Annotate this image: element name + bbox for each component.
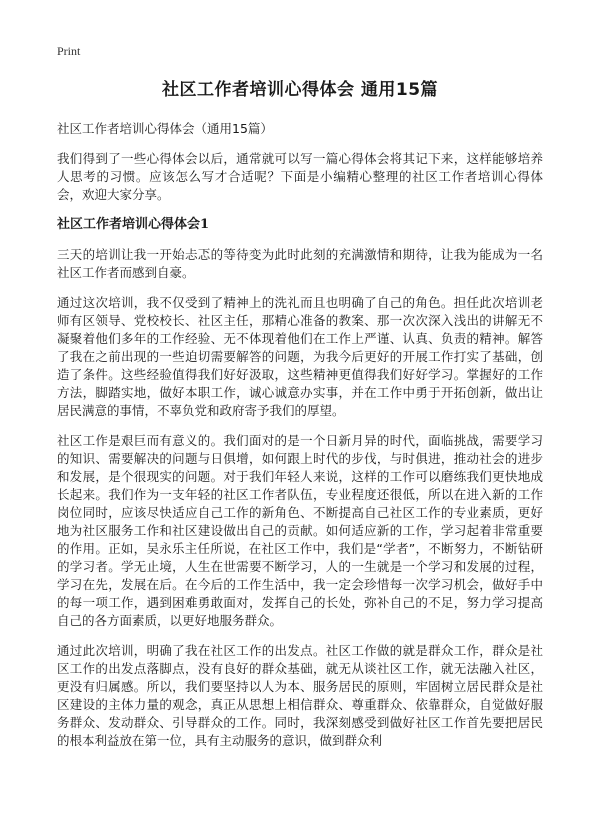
body-paragraph-3: 社区工作是艰巨而有意义的。我们面对的是一个日新月异的时代，面临挑战，需要学习的知识、需要解决的问题与日俱增，如何跟上时代的步伐，与时俱进，推动社会的进步和发展，是个很现实的问题。对于我们年轻人来说，这样的工作可以磨练我们更快地成长起来。我们作为一支年轻的社区工作者队伍，专业程度还很低，所以在进入新的工作岗位同时，应该尽快适应自己工作的新角色、不断提高自己社区工作的专业素质，更好地为社区服务工作和社区建设做出自己的贡献。如何适应新的工作，学习起着非常重要的作用。正如，吴永乐主任所说，在社区工作中，我们是“学者”，不断努力，不断钻研的学习者。学无止境，人生在世需要不断学习，人的一生就是一个学习和发展的过程，学习在先，发展在后。在今后的工作生活中，我一定会珍惜每一次学习机会，做好手中的每一项工作，遇到困难勇敢面对，发挥自己的长处，弥补自己的不足，努力学习提高自己的各方面素质，以更好地服务群众。 [57,433,543,628]
section-heading: 社区工作者培训心得体会1 [57,217,210,232]
document-subtitle: 社区工作者培训心得体会（通用15篇） [57,121,273,136]
body-paragraph-4: 通过此次培训，明确了我在社区工作的出发点。社区工作做的就是群众工作，群众是社区工作的出发点落脚点，没有良好的群众基础，就无从谈社区工作，就无法融入社区，更没有归属感。所以，我们要坚持以人为本、服务居民的原则，牢固树立居民群众是社区建设的主体力量的观念，真正从思想上相信群众、尊重群众、依靠群众，自觉做好服务群众、发动群众、引导群众的工作。同时，我深刻感受到做好社区工作首先要把居民的根本利益放在第一位，具有主动服务的意识，做到群众利 [57,643,543,748]
document-body [57,120,543,762]
print-link[interactable]: Print [57,44,81,58]
body-paragraph-2: 通过这次培训，我不仅受到了精神上的洗礼而且也明确了自己的角色。担任此次培训老师有区领导、党校校长、社区主任，那精心准备的教案、那一次次深入浅出的讲解无不凝聚着他们多年的工作经验、无不体现着他们在工作上严谨、认真、负责的精神。解答了我在之前出现的一些迫切需要解答的问题，为我今后更好的开展工作打实了基础，创造了条件。这些经验值得我们好好汲取，这些精神更值得我们好好学习。掌握好的工作方法，脚踏实地，做好本职工作，诚心诚意办实事，并在工作中勇于开拓创新，做出让居民满意的事情，不辜负党和政府寄予我们的厚望。 [57,295,543,418]
intro-paragraph: 我们得到了一些心得体会以后，通常就可以写一篇心得体会将其记下来，这样能够培养人思考的习惯。应该怎么写才合适呢？下面是小编精心整理的社区工作者培训心得体会，欢迎大家分享。 [57,151,543,202]
document-title: 社区工作者培训心得体会 通用15篇 [161,80,439,100]
body-paragraph-1: 三天的培训让我一开始忐忑的等待变为此时此刻的充满激情和期待，让我为能成为一名社区工作者而感到自豪。 [57,247,543,280]
